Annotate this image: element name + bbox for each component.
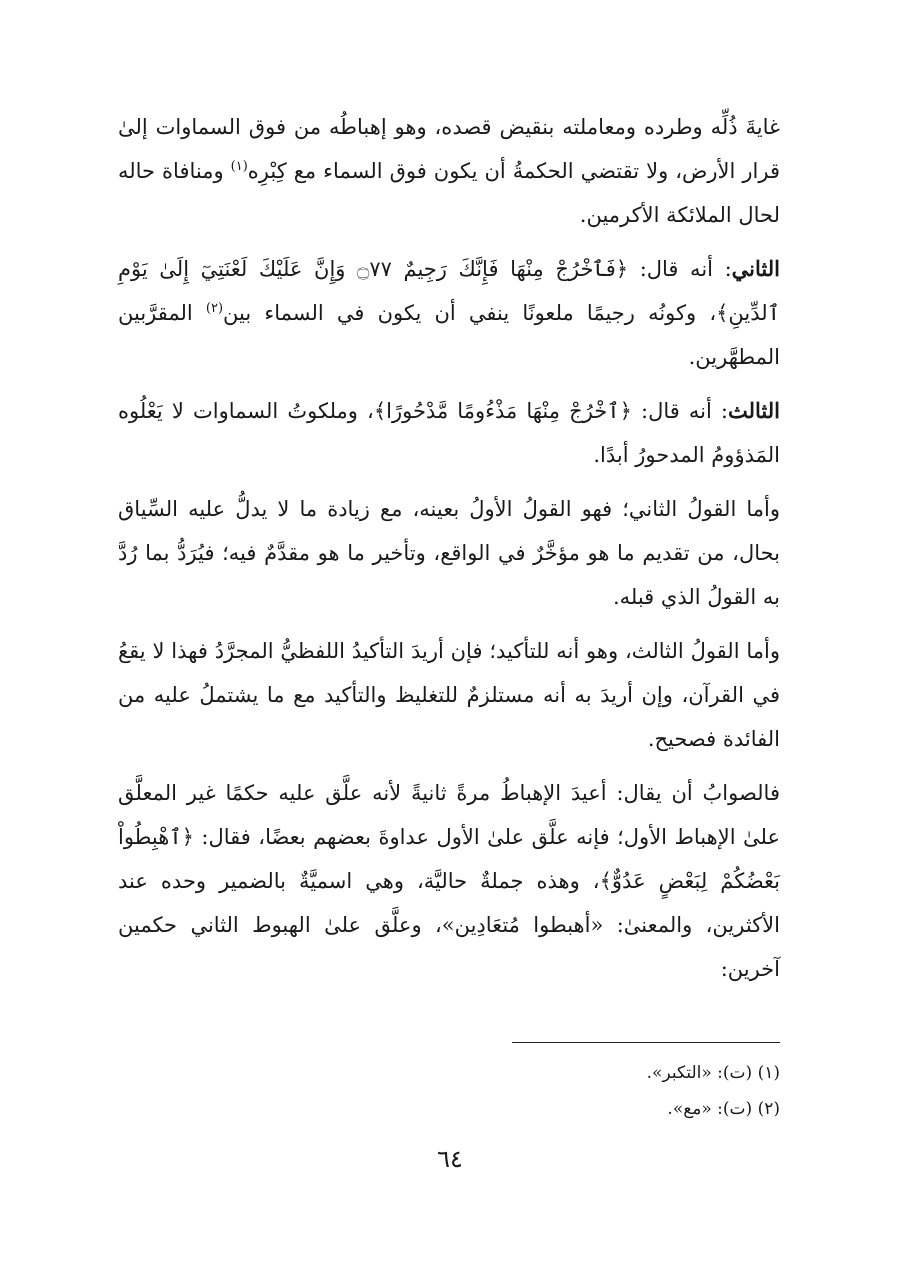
- footnote-2: (٢) (ت): «مع».: [667, 1099, 780, 1119]
- page-number: ٦٤: [437, 1145, 463, 1173]
- paragraph-6-end: ، وهذه جملةٌ حاليَّة، وهي اسميَّةٌ بالضمير وحده عند الأكثرين، والمعنىٰ: «أهبطوا مُتعَادِين»، وعلَّق علىٰ الهبوط الثاني حكمين آخرين:: [118, 869, 780, 981]
- paragraph-6: [118, 771, 780, 991]
- paragraph-3: [118, 389, 780, 477]
- paragraph-2-text: ، وكونُه رجيمًا ملعونًا ينفي أن يكون في السماء بين: [223, 301, 717, 325]
- page-body: [118, 105, 780, 1001]
- paragraph-1-text: غايةَ ذُلِّه وطرده ومعاملته بنقيض قصده، وهو إهباطُه من فوق السماوات إلىٰ قرار الأرض، ولا تقتضي الحكمةُ أن يكون فوق السماء مع كِبْرِه: [118, 115, 780, 183]
- paragraph-2-end: المقرَّبين المطهَّرين.: [118, 301, 780, 369]
- paragraph-5: وأما القولُ الثالث، وهو أنه للتأكيد؛ فإن أريدَ التأكيدُ اللفظيُّ المجرَّدُ فهذا لا يقعُ في القرآن، وإن أريدَ به أنه مستلزمٌ للتغليظ والتأكيد مع ما يشتملُ عليه من الفائدة فصحيح.: [118, 639, 780, 751]
- footnote-separator: [512, 1042, 780, 1043]
- paragraph-2-intro: : أنه قال:: [628, 257, 732, 281]
- point-two-heading: الثاني: [731, 256, 780, 281]
- paragraph-6-text: فالصوابُ أن يقال: أعيدَ الإهباطُ مرةً ثانيةً لأنه علَّق عليه حكمًا غير المعلَّق علىٰ الإهباط الأول؛ فإنه علَّق علىٰ الأول عداوةَ بعضهم بعضًا، فقال:: [118, 781, 780, 849]
- quran-verse-2: ﴿ٱخْرُجْ مِنْهَا مَذْءُومًا مَّدْحُورًا﴾: [373, 399, 632, 423]
- footnote-ref-1[interactable]: (١): [230, 159, 248, 174]
- paragraph-3-text: ، وملكوتُ السماوات لا يَعْلُوه المَذؤومُ المدحورُ أبدًا.: [118, 399, 780, 467]
- footnote-ref-2[interactable]: (٢): [205, 301, 224, 316]
- paragraph-1: [118, 105, 780, 237]
- footnote-1: (١) (ت): «التكبر».: [646, 1063, 780, 1083]
- paragraph-3-intro: : أنه قال:: [631, 399, 729, 423]
- quran-verse-1: ﴿فَٱخْرُجْ مِنْهَا فَإِنَّكَ رَجِيمٌ ۝٧٧ وَإِنَّ عَلَيْكَ لَعْنَتِيٓ إِلَىٰ يَوْمِ ٱلدِّينِ﴾: [118, 257, 780, 325]
- quran-verse-3: ﴿ٱهْبِطُواْ بَعْضُكُمْ لِبَعْضٍ عَدُوٌّ﴾: [118, 825, 781, 893]
- paragraph-1-end: ومنافاة حاله لحال الملائكة الأكرمين.: [118, 159, 780, 227]
- footnotes: [118, 1055, 780, 1127]
- paragraph-2: [118, 247, 780, 379]
- point-three-heading: الثالث: [728, 398, 781, 423]
- paragraph-4: وأما القولُ الثاني؛ فهو القولُ الأولُ بعينه، مع زيادة ما لا يدلُّ عليه السِّياق بحال، من تقديم ما هو مؤخَّرٌ في الواقع، وتأخير ما هو مقدَّمٌ فيه؛ فيُرَدُّ بما رُدَّ به القولُ الذي قبله.: [118, 497, 780, 609]
